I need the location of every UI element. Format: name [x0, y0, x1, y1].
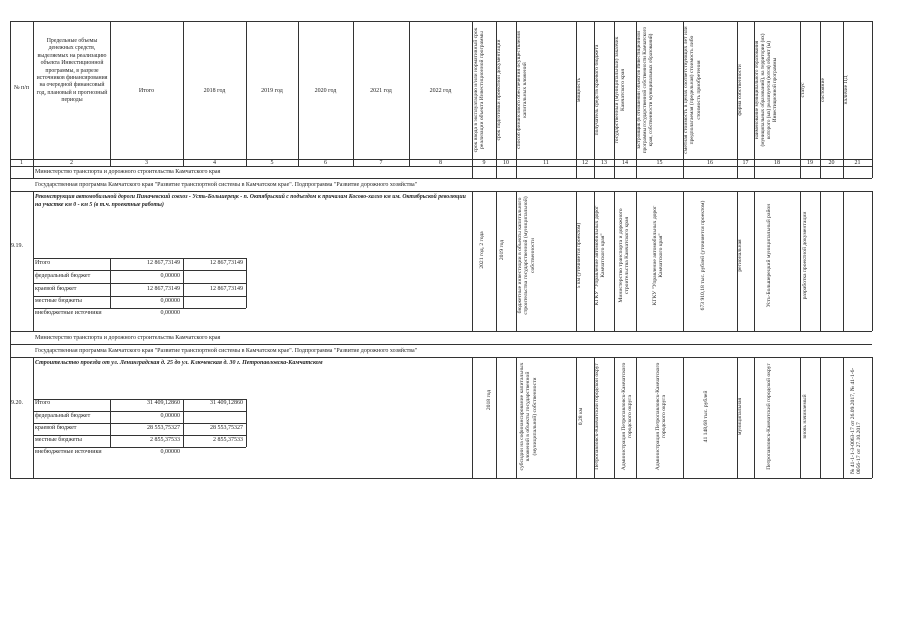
section1-c14: Министерство транспорта и дорожного строительства Камчатского края: [618, 208, 631, 303]
col-border: [614, 191, 615, 331]
col-border: [636, 357, 637, 478]
col-border: [872, 357, 873, 478]
finance-row-label: местные бюджеты: [35, 437, 82, 443]
header-col13: получатель средств краевого бюджета: [594, 44, 600, 136]
header-col14: государственный (муниципальный) заказчик Камчатского края: [614, 36, 627, 144]
finance-row-2018: 28 553,75327: [210, 425, 243, 431]
col-border: [516, 357, 517, 478]
col-border: [472, 191, 473, 331]
header-col19: статус: [800, 82, 806, 98]
section1-c13: КГКУ "Управление автомобильных дорог Камчатского края": [594, 205, 607, 306]
col-border: [576, 357, 577, 478]
header-col10: срок подготовки проектной документации: [496, 39, 502, 141]
header-col18: наименование муниципального образования (муниципальных образований), на территории (их) которого (ых) реализуется (ются) объект (ы) Инвестиционной программы: [754, 33, 778, 147]
col-border: [496, 357, 497, 478]
header-col12: мощность: [576, 77, 582, 103]
finance-row-label: внебюджетные источники: [35, 449, 102, 455]
column-number: 14: [622, 160, 628, 166]
column-number: 4: [213, 160, 216, 166]
column-number: 10: [503, 160, 509, 166]
section2-c16: 41 148,68 тыс. рублей: [703, 390, 709, 443]
header-col20: состояние: [820, 78, 826, 103]
column-number: 17: [742, 160, 749, 166]
header-col11: способ финансового обеспечения осуществления капитальных вложений: [516, 31, 529, 149]
section2-c19: вновь начинаемый: [802, 394, 808, 439]
col-border: [33, 21, 34, 178]
section2-object-name: Строительство проезда от ул. Ленинградская д. 25 до ул. Ключевская д. 30 г. Петропавловска-Камчатском: [35, 360, 323, 366]
finance-row-2018: 2 855,37533: [213, 437, 243, 443]
row-line: [33, 308, 246, 309]
header-col9: срок ввода в эксплуатацию и/или нормативный срок реализации объекта Инвестиционной программы: [473, 27, 486, 153]
finance-row-label: Итого: [35, 260, 51, 266]
section2-c18: Петропавловск-Камчатский городской округ: [766, 363, 772, 470]
col-border: [800, 357, 801, 478]
row-line: [33, 283, 246, 284]
col-border: [636, 191, 637, 331]
header-col6: 2020 год: [314, 88, 337, 94]
col-border: [614, 357, 615, 478]
col-border: [872, 191, 873, 331]
section2-program-divider: [10, 357, 872, 358]
finance-row-label: внебюджетные источники: [35, 310, 102, 316]
section1-ministry-divider: [10, 178, 872, 179]
col-border: [820, 357, 821, 478]
section2-ministry-divider: [10, 344, 872, 345]
section2-c11: субсидии на софинансирование капитальных вложений в объекты государственной (муниципальной) собственности: [519, 362, 538, 471]
finance-row-total: 2 855,37533: [150, 437, 180, 443]
finance-row-total: 31 409,12860: [147, 400, 180, 406]
section2-ministry: Министерство транспорта и дорожного строительства Камчатского края: [35, 335, 221, 341]
header-col21: наличие ПД: [843, 75, 849, 105]
finance-row-total: 12 867,73149: [147, 260, 180, 266]
col-border: [872, 21, 873, 178]
header-col16: сметная стоимость в ценах соответствующих лет или предполагаемая (предельная) стоимость либо стоимость приобретения: [683, 26, 702, 154]
table-bottom-border: [10, 478, 872, 479]
col-border: [33, 357, 34, 478]
section1-program: Государственная программа Камчатского края "Развитие транспортной системы в Камчатском крае". Подпрограмма "Развитие дорожного хозяйства": [35, 182, 418, 188]
column-number: 5: [270, 160, 274, 166]
section2-program: Государственная программа Камчатского края "Развитие транспортной системы в Камчатском крае". Подпрограмма "Развитие дорожного хозяйства": [35, 348, 418, 354]
section2-c12: 0,28 км: [578, 407, 584, 426]
column-number: 20: [828, 160, 835, 166]
section1-c9: 2021 год, 2 года: [479, 231, 485, 269]
column-number: 7: [379, 160, 383, 166]
header-col3: Итого: [138, 88, 155, 94]
col-border: [843, 191, 844, 331]
column-number: 15: [656, 160, 663, 166]
finance-row-2018: 12 867,73149: [210, 260, 243, 266]
section1-c11: бюджетные инвестиции в объекты капитального строительства государственной (муниципальной) собственности: [517, 196, 536, 315]
finance-row-total: 0,00000: [160, 310, 180, 316]
header-col2: Предельные объемы денежных средств, выделяемых на реализацию объекта Инвестиционной программы, в разрезе источников финансирования на очередной финансовый год, плановый и прогнозный периоды: [36, 38, 108, 104]
section1-c16: 673 910,18 тыс. рублей (уточняется проектом): [700, 200, 706, 311]
column-number: 11: [543, 160, 549, 166]
section1-c10: 2019 год: [499, 239, 505, 261]
finance-row-total: 12 867,73149: [147, 286, 180, 292]
col-border: [843, 357, 844, 478]
col-border: [754, 191, 755, 331]
section1-c15: КГКУ "Управление автомобильных дорог Камчатского края": [652, 205, 665, 306]
header-col17: форма собственности: [737, 64, 743, 116]
column-number: 2: [70, 160, 73, 166]
column-number: 18: [774, 160, 780, 166]
section2-c14: Администрация Петропавловск-Камчатского городского округа: [621, 362, 634, 471]
finance-row-label: краевой бюджет: [35, 425, 77, 431]
finance-row-2018: 31 409,12860: [210, 400, 243, 406]
header-col7: 2021 год: [370, 88, 392, 94]
row-line: [33, 447, 246, 448]
section2-c17: муниципальная: [737, 397, 743, 436]
header-col1: № п/п: [13, 85, 30, 91]
finance-row-2018: 12 867,73149: [210, 286, 243, 292]
row-line: [33, 270, 246, 271]
section1-program-divider: [10, 191, 872, 192]
column-number: 3: [145, 160, 148, 166]
column-number: 6: [324, 160, 327, 166]
section2-c13: Петропавловск-Камчатский городской округ: [594, 363, 600, 470]
section1-c17: региональная: [737, 239, 743, 272]
col-border: [472, 357, 473, 478]
finance-row-label: краевой бюджет: [35, 286, 77, 292]
col-border: [496, 191, 497, 331]
col-border: [683, 357, 684, 478]
column-number: 16: [707, 160, 713, 166]
section2-c9: 2018 год: [486, 389, 492, 411]
finance-row-total: 0,00000: [160, 273, 180, 279]
column-number: 13: [601, 160, 607, 166]
header-col5: 2019 год: [261, 88, 283, 94]
col-border: [683, 191, 684, 331]
col-border: [33, 191, 34, 331]
section2-number: 9.20.: [11, 400, 23, 406]
col-border: [754, 357, 755, 478]
finance-row-label: федеральный бюджет: [35, 273, 91, 279]
finance-row-total: 0,00000: [160, 449, 180, 455]
section1-object-name: Реконструкция автомобильной дороги Пиначевский совхоз - Усть-Большерецк - п. Октябрьский с подъездом к причалам Косово-халхо км им. Октябрьской революции на участке км 0 - км 5 (в т.ч. проектные работы): [35, 194, 466, 208]
finance-row-total: 0,00000: [160, 413, 180, 419]
row-line: [33, 435, 246, 436]
column-number: 1: [20, 160, 23, 166]
section1-number: 9.19.: [11, 243, 23, 249]
finance-row-total: 0,00000: [160, 298, 180, 304]
column-number: 8: [439, 160, 442, 166]
finance-row-label: Итого: [35, 400, 51, 406]
section2-c21: № 41-1-1-3-0063-17 от 26.09.2017, № 41-1-6-0056-17 от 27.10.2017: [850, 367, 863, 474]
column-number: 12: [582, 160, 588, 166]
col-border: [800, 191, 801, 331]
row-line: [33, 258, 246, 259]
column-number: 9: [482, 160, 486, 166]
column-number: 21: [854, 160, 861, 166]
section2-c15: Администрация Петропавловск-Камчатского городского округа: [655, 362, 668, 471]
section1-c12: 5 км (уточняется проектом): [576, 222, 582, 289]
section1-c19: разработка проектной документации: [802, 211, 808, 300]
col-border: [820, 191, 821, 331]
section1-c18: Усть-Большерецкий муниципальный район: [766, 203, 772, 308]
column-number: 19: [807, 160, 813, 166]
finance-row-label: местные бюджеты: [35, 298, 82, 304]
header-col4: 2018 год: [203, 88, 226, 94]
row-line: [33, 296, 246, 297]
table-top-border: [10, 21, 872, 22]
header-col15: застройщик (в отношении объектов Инвестиционной программы государственной собственности Камчатского края, собственности муниципальных образований): [636, 26, 654, 154]
header-col8: 2022 год: [429, 88, 452, 94]
section2-top: [10, 331, 872, 332]
col-border: [246, 258, 247, 308]
row-line: [33, 423, 246, 424]
section1-ministry: Министерство транспорта и дорожного строительства Камчатского края: [35, 169, 221, 175]
col-border: [246, 399, 247, 447]
row-line: [33, 411, 246, 412]
finance-row-total: 28 553,75327: [147, 425, 180, 431]
finance-row-label: федеральный бюджет: [35, 413, 91, 419]
